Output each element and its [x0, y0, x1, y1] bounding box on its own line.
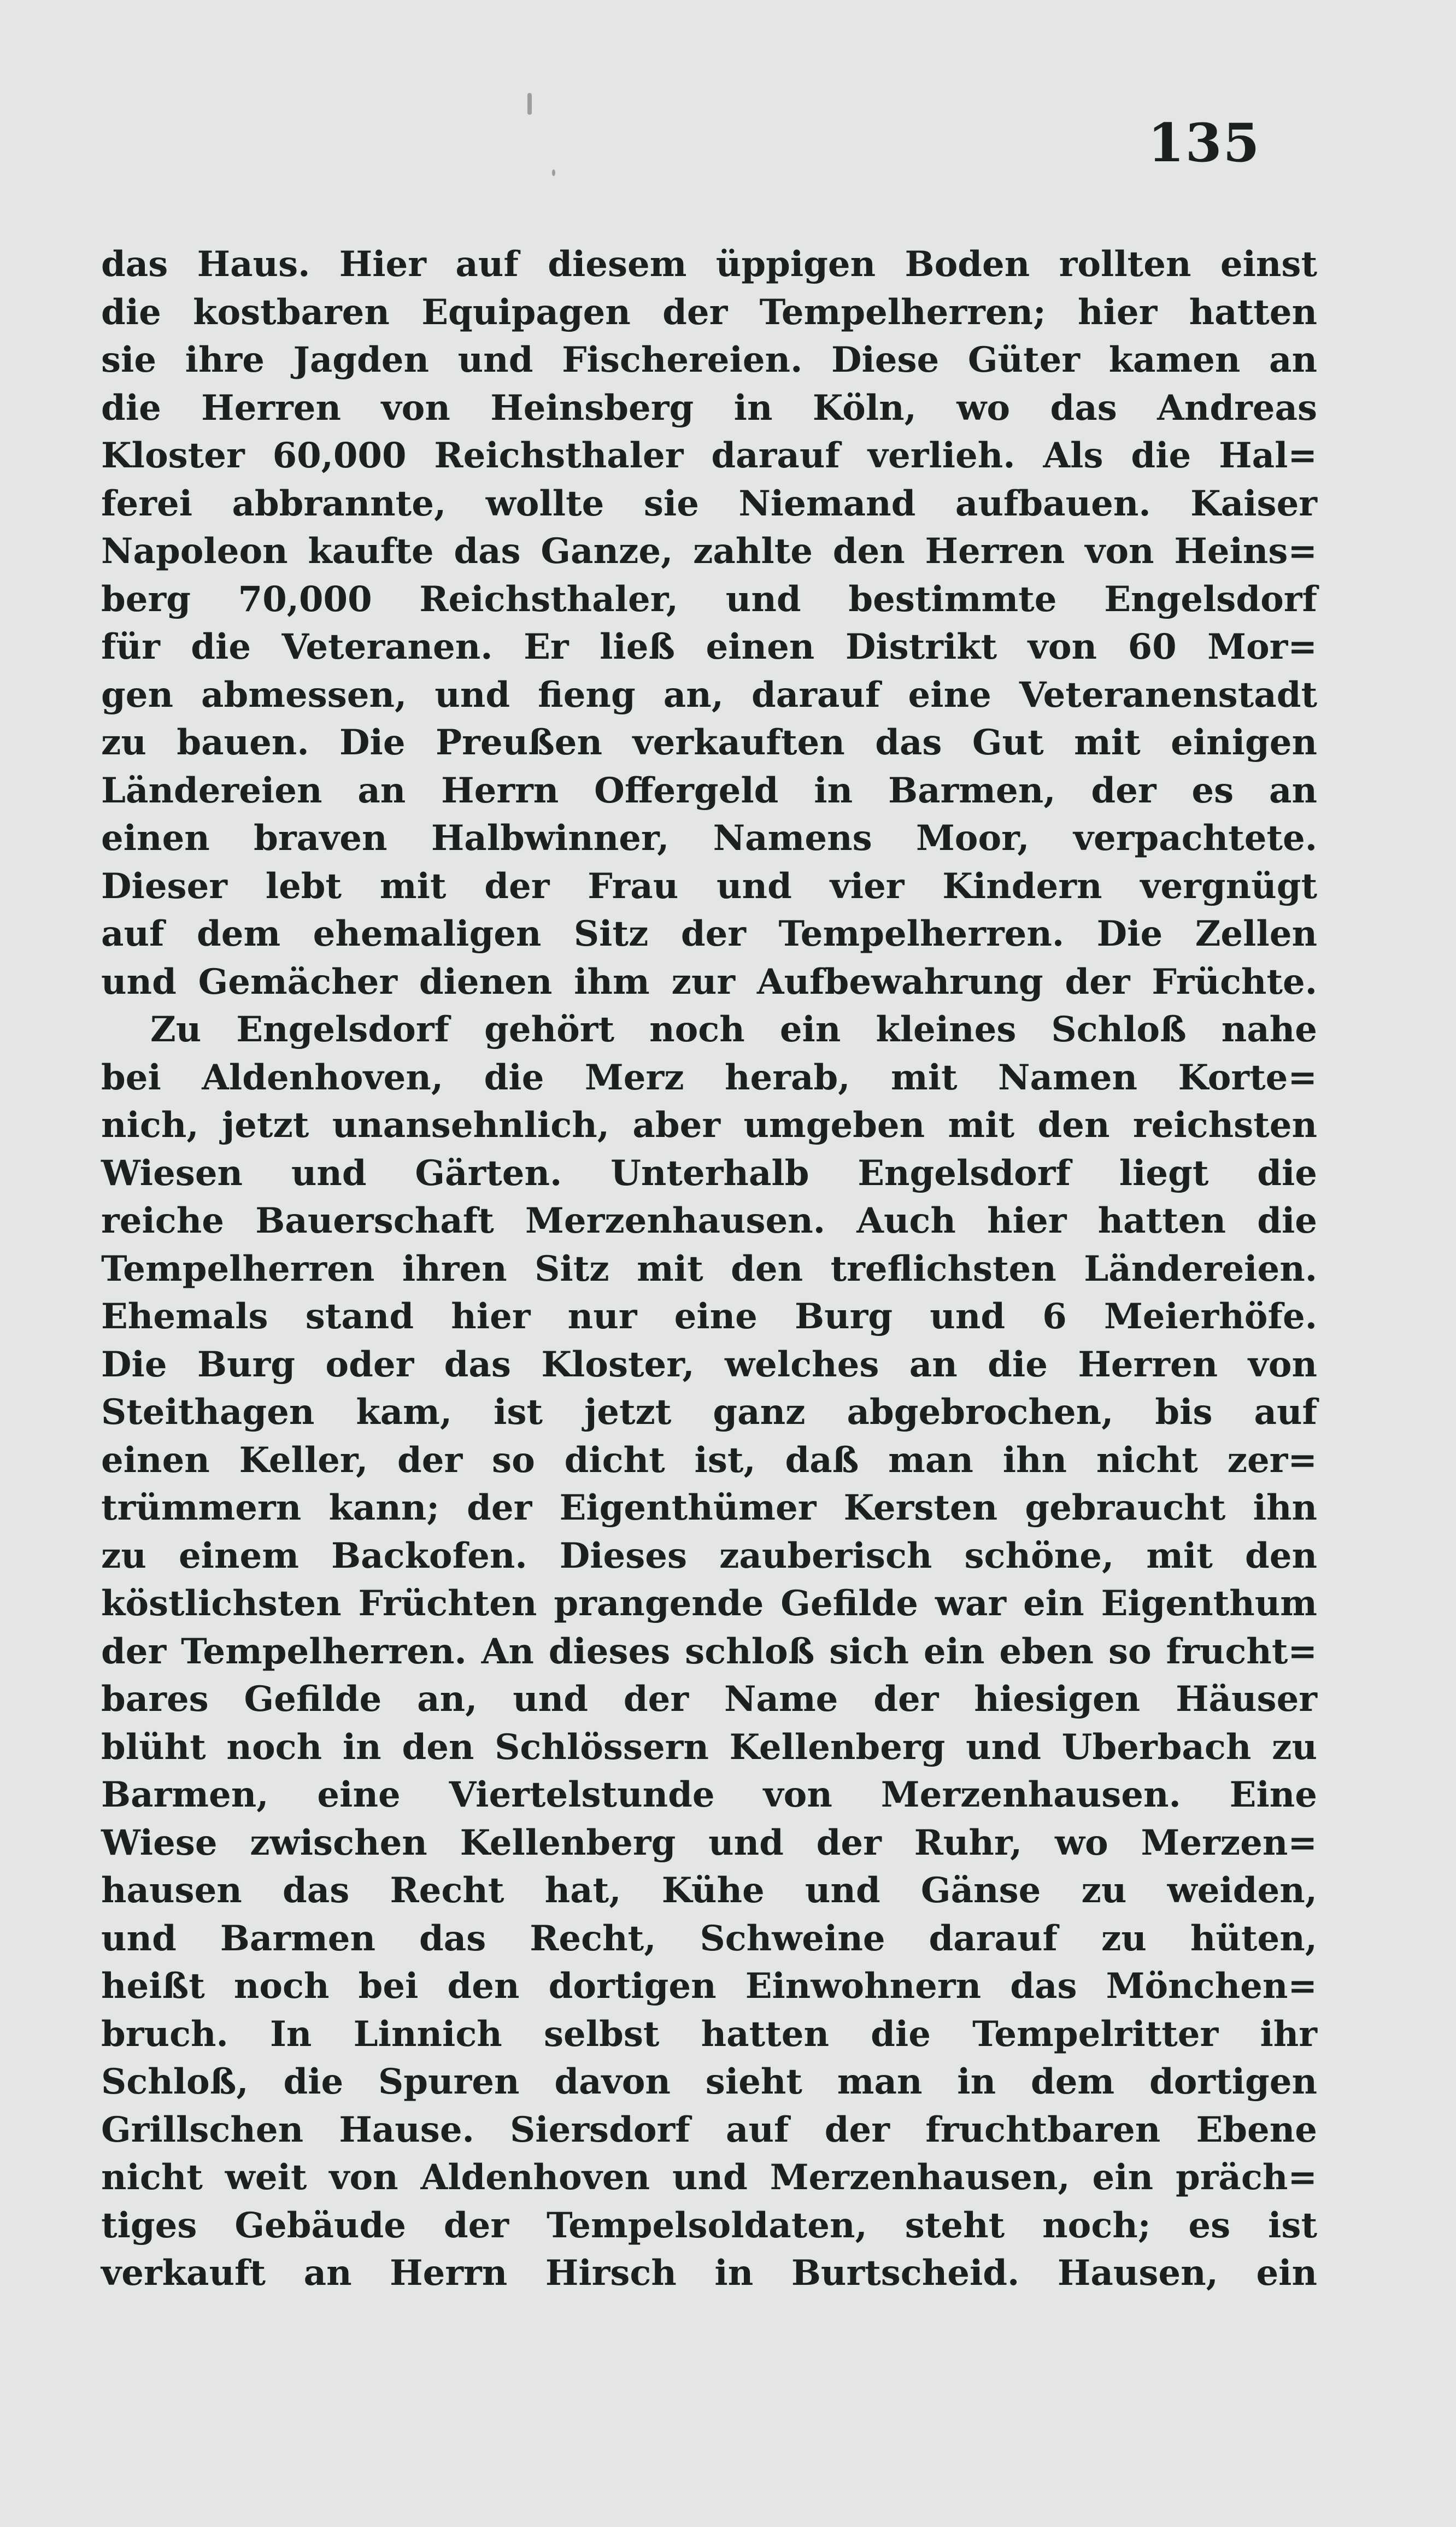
page-number: 135	[1148, 112, 1261, 174]
text-line: köstlichsten Früchten prangende Gefilde war ein Eigenthum	[101, 1583, 1317, 1624]
text-line: und Barmen das Recht, Schweine darauf zu hüten,	[101, 1918, 1317, 1959]
text-line: der Tempelherren. An dieses schloß sich ein eben so frucht=	[101, 1631, 1317, 1672]
text-line: bruch. In Linnich selbst hatten die Tempelritter ihr	[101, 2013, 1317, 2055]
text-line: berg 70,000 Reichsthaler, und bestimmte Engelsdorf	[101, 578, 1317, 620]
text-line: zu bauen. Die Preußen verkauften das Gut mit einigen	[101, 722, 1317, 763]
text-line: nicht weit von Aldenhoven und Merzenhausen, ein präch=	[101, 2157, 1317, 2198]
text-line: Wiese zwischen Kellenberg und der Ruhr, wo Merzen=	[101, 1822, 1317, 1863]
text-line: das Haus. Hier auf diesem üppigen Boden rollten einst	[101, 244, 1317, 285]
text-line: Dieser lebt mit der Frau und vier Kindern vergnügt	[101, 865, 1317, 907]
text-line: Ländereien an Herrn Offergeld in Barmen, der es an	[101, 770, 1317, 811]
text-line: Steithagen kam, ist jetzt ganz abgebrochen, bis auf	[101, 1392, 1317, 1433]
text-line: hausen das Recht hat, Kühe und Gänse zu weiden,	[101, 1870, 1317, 1911]
text-line: die kostbaren Equipagen der Tempelherren; hier hatten	[101, 291, 1317, 333]
text-line: bares Gefilde an, und der Name der hiesigen Häuser	[101, 1679, 1317, 1720]
text-line: Kloster 60,000 Reichsthaler darauf verlieh. Als die Hal=	[101, 435, 1317, 476]
text-line: einen braven Halbwinner, Namens Moor, verpachtete.	[101, 818, 1317, 859]
text-line: einen Keller, der so dicht ist, daß man ihn nicht zer=	[101, 1439, 1317, 1481]
text-line: Grillschen Hause. Siersdorf auf der fruchtbaren Ebene	[101, 2109, 1317, 2150]
text-line: ferei abbrannte, wollte sie Niemand aufbauen. Kaiser	[101, 483, 1317, 524]
text-line: Ehemals stand hier nur eine Burg und 6 Meierhöfe.	[101, 1296, 1317, 1337]
text-line: Die Burg oder das Kloster, welches an die Herren von	[101, 1344, 1317, 1385]
text-line: Napoleon kaufte das Ganze, zahlte den Herren von Heins=	[101, 531, 1317, 572]
text-line: Barmen, eine Viertelstunde von Merzenhausen. Eine	[101, 1774, 1317, 1815]
text-line: auf dem ehemaligen Sitz der Tempelherren. Die Zellen	[101, 913, 1317, 954]
text-line: für die Veteranen. Er ließ einen Distrikt von 60 Mor=	[101, 626, 1317, 667]
text-line: Zu Engelsdorf gehört noch ein kleines Schloß nahe	[150, 1009, 1317, 1050]
text-line: die Herren von Heinsberg in Köln, wo das Andreas	[101, 387, 1317, 429]
text-line: sie ihre Jagden und Fischereien. Diese Güter kamen an	[101, 339, 1317, 380]
text-line: verkauft an Herrn Hirsch in Burtscheid. Hausen, ein	[101, 2253, 1317, 2294]
text-line: Tempelherren ihren Sitz mit den treflichsten Ländereien.	[101, 1248, 1317, 1289]
text-line: blüht noch in den Schlössern Kellenberg und Uberbach zu	[101, 1726, 1317, 1768]
text-line: nich, jetzt unansehnlich, aber umgeben mit den reichsten	[101, 1105, 1317, 1146]
text-line: gen abmessen, und fieng an, darauf eine Veteranenstadt	[101, 674, 1317, 716]
text-line: tiges Gebäude der Tempelsoldaten, steht noch; es ist	[101, 2204, 1317, 2246]
scan-speck	[527, 93, 532, 115]
text-line: Wiesen und Gärten. Unterhalb Engelsdorf liegt die	[101, 1152, 1317, 1194]
text-line: und Gemächer dienen ihm zur Aufbewahrung der Früchte.	[101, 961, 1317, 1002]
text-line: heißt noch bei den dortigen Einwohnern das Mönchen=	[101, 1966, 1317, 2007]
body-text	[101, 241, 1317, 2297]
text-line: bei Aldenhoven, die Merz herab, mit Namen Korte=	[101, 1057, 1317, 1098]
text-line: trümmern kann; der Eigenthümer Kersten gebraucht ihn	[101, 1487, 1317, 1528]
text-line: Schloß, die Spuren davon sieht man in dem dortigen	[101, 2061, 1317, 2102]
text-line: zu einem Backofen. Dieses zauberisch schöne, mit den	[101, 1535, 1317, 1576]
text-line: reiche Bauerschaft Merzenhausen. Auch hier hatten die	[101, 1200, 1317, 1241]
scan-speck	[552, 169, 555, 176]
